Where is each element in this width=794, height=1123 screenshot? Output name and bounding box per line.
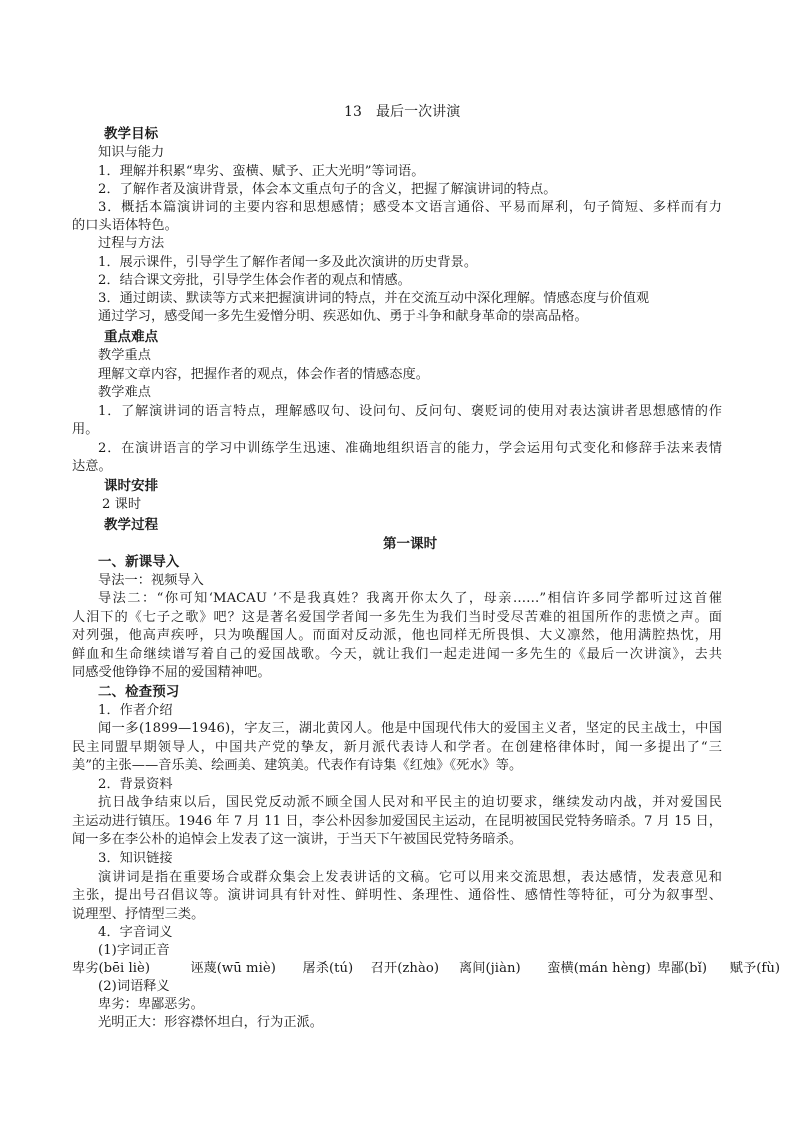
knowledge-link-label: 3．知识链接 — [98, 851, 173, 866]
intro-method-2-line-2: 人泪下的《七子之歌》吧？这是著名爱国学者闻一多先生为我们当时受尽苦难的祖国所作的悲愤之声。面 — [72, 610, 722, 625]
intro-method-2-line-4: 鲜血和生命继续谱写着自己的爱国战歌。今天，就让我们一起走进闻一多先生的《最后一次讲演》，去共 — [72, 647, 722, 662]
pronunciation-item: 卑鄙(bǐ) — [657, 961, 708, 976]
background-label: 2．背景资料 — [98, 777, 173, 792]
knowledge-link-text-line-2: 主张，提出号召倡议等。演讲词具有针对性、鲜明性、条理性、通俗性、感情性等特征，可分为叙事型、 — [72, 888, 722, 903]
background-text: 抗日战争结束以后，国民党反动派不顾全国人民对和平民主的迫切要求，继续发动内战，并对爱国民 — [98, 795, 722, 810]
pronunciation-item: 诬蔑(wū miè) — [190, 961, 276, 976]
focus-text: 理解文章内容，把握作者的观点，体会作者的情感态度。 — [98, 367, 429, 382]
keypoints-heading: 重点难点 — [104, 329, 159, 345]
section-2-heading: 二、检查预习 — [98, 684, 180, 700]
pronunciation-item: 赋予(fù) — [729, 961, 781, 976]
process-item-1: 1．展示课件，引导学生了解作者闻一多及此次演讲的历史背景。 — [98, 255, 478, 270]
schedule-heading: 课时安排 — [104, 478, 159, 494]
pronunciation-item: 离间(jiàn) — [459, 961, 521, 976]
pronunciation-item: 卑劣(bēi liè) — [72, 961, 151, 976]
process-heading: 教学过程 — [104, 517, 159, 533]
knowledge-link-text-line-3: 说理型、抒情型三类。 — [72, 907, 205, 922]
meaning-item-2: 光明正大：形容襟怀坦白，行为正派。 — [98, 1015, 324, 1030]
pronunciation-list — [72, 960, 780, 978]
knowledge-link-text: 演讲词是指在重要场合或群众集会上发表讲话的文稿。它可以用来交流思想，表达感情，发表意见和 — [98, 870, 722, 885]
knowledge-item-1: 1．理解并积累“卑劣、蛮横、赋予、正大光明”等词语。 — [98, 164, 425, 179]
pronunciation-item: 屠杀(tú) — [302, 961, 354, 976]
difficulty-label: 教学难点 — [98, 385, 151, 400]
intro-method-2: 导法二：“你可知‘MACAU ’不是我真姓？我离开你太久了，母亲……”相信许多同学都听过这首催 — [98, 591, 722, 606]
pronunciation-item: 召开(zhào) — [370, 961, 440, 976]
process-item-2: 2．结合课文旁批，引导学生体会作者的观点和情感。 — [98, 273, 411, 288]
difficulty-item-1-cont: 用。 — [72, 422, 99, 437]
emotion-text: 通过学习，感受闻一多先生爱憎分明、疾恶如仇、勇于斗争和献身革命的崇高品格。 — [98, 309, 588, 324]
meaning-label: (2)词语释义 — [98, 979, 170, 994]
knowledge-item-2: 2．了解作者及演讲背景，体会本文重点句子的含义，把握了解演讲词的特点。 — [98, 182, 557, 197]
difficulty-item-2-cont: 达意。 — [72, 459, 112, 474]
section-1-heading: 一、新课导入 — [98, 554, 180, 570]
schedule-text: 2 课时 — [102, 497, 142, 512]
pronunciation-label: (1)字词正音 — [98, 943, 170, 958]
author-label: 1．作者介绍 — [98, 703, 173, 718]
background-text-line-2: 主运动进行镇压。1946 年 7 月 11 日，李公朴因参加爱国民主运动，在昆明被国民党特务暗杀。7 月 15 日， — [72, 814, 722, 829]
vocab-label: 4．字音词义 — [98, 925, 173, 940]
process-label: 过程与方法 — [98, 236, 165, 251]
knowledge-item-3: 3．概括本篇演讲词的主要内容和思想感情；感受本文语言通俗、平易而犀利，句子简短、多样而有力 — [98, 200, 722, 215]
pronunciation-item: 蛮横(mán hèng) — [547, 961, 651, 976]
focus-label: 教学重点 — [98, 348, 151, 363]
background-text-line-3: 闻一多在李公朴的追悼会上发表了这一演讲，于当天下午被国民党特务暗杀。 — [72, 832, 523, 847]
author-text: 闻一多(1899—1946)，字友三，湖北黄冈人。他是中国现代伟大的爱国主义者，坚定的民主战士，中国 — [98, 721, 722, 736]
difficulty-item-1: 1．了解演讲词的语言特点，理解感叹句、设问句、反问句、褒贬词的使用对表达演讲者思想感情的作 — [98, 404, 722, 419]
difficulty-item-2: 2．在演讲语言的学习中训练学生迅速、准确地组织语言的能力，学会运用句式变化和修辞手法来表情 — [98, 441, 722, 456]
knowledge-item-3-cont: 的口头语体特色。 — [72, 218, 178, 233]
meaning-item-1: 卑劣：卑鄙恶劣。 — [98, 997, 204, 1012]
author-text-line-2: 民主同盟早期领导人，中国共产党的挚友，新月派代表诗人和学者。在创建格律体时，闻一多提出了“三 — [72, 740, 722, 755]
period-title: 第一课时 — [383, 536, 438, 552]
intro-method-1: 导法一：视频导入 — [98, 573, 204, 588]
intro-method-2-line-5: 同感受他铮铮不屈的爱国精神吧。 — [72, 665, 271, 680]
goals-heading: 教学目标 — [104, 126, 159, 142]
process-item-3: 3．通过朗读、默读等方式来把握演讲词的特点，并在交流互动中深化理解。情感态度与价值观 — [98, 291, 650, 306]
lesson-title: 13 最后一次讲演 — [344, 104, 461, 120]
author-text-line-3: 美”的主张——音乐美、绘画美、建筑美。代表作有诗集《红烛》《死水》等。 — [72, 758, 523, 773]
knowledge-label: 知识与能力 — [98, 145, 165, 160]
intro-method-2-line-3: 对列强，他高声疾呼，只为唤醒国人。而面对反动派，他也同样无所畏惧、大义凛然，他用满腔热忱，用 — [72, 628, 722, 643]
